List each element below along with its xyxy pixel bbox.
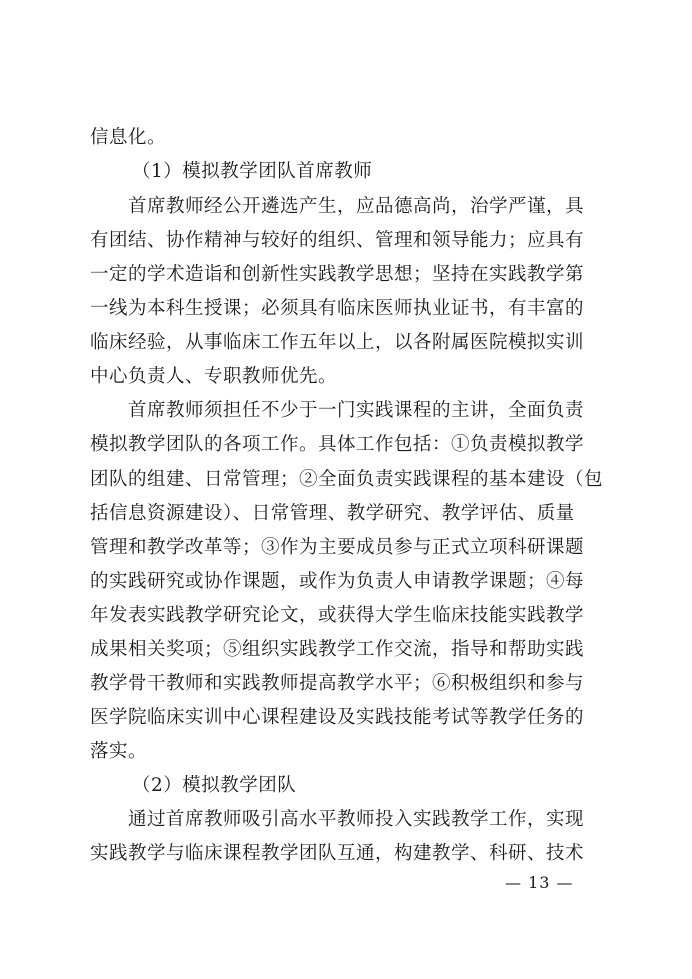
- text-line: 管理和教学改革等；③作为主要成员参与正式立项科研课题: [90, 537, 585, 558]
- text-line: 的实践研究或协作课题，或作为负责人申请教学课题；④每: [90, 571, 585, 592]
- text-line: 一线为本科生授课；必须具有临床医师执业证书，有丰富的: [90, 298, 585, 319]
- text-line: 落实。: [90, 741, 148, 762]
- text-line: 医学院临床实训中心课程建设及实践技能考试等教学任务的: [90, 707, 585, 728]
- text-line: 团队的组建、日常管理；②全面负责实践课程的基本建设（包: [90, 469, 604, 490]
- text-line: 通过首席教师吸引高水平教师投入实践教学工作，实现: [128, 809, 585, 830]
- text-line: 中心负责人、专职教师优先。: [90, 366, 338, 387]
- text-line: 一定的学术造诣和创新性实践教学思想；坚持在实践教学第: [90, 264, 585, 285]
- section-heading: （2）模拟教学团队: [132, 775, 297, 796]
- section-heading: （1）模拟教学团队首席教师: [132, 161, 373, 182]
- text-line: 信息化。: [90, 127, 167, 148]
- text-line: 模拟教学团队的各项工作。具体工作包括：①负责模拟教学: [90, 434, 585, 455]
- text-line: 实践教学与临床课程教学团队互通，构建教学、科研、技术: [90, 843, 585, 864]
- text-line: 年发表实践教学研究论文，或获得大学生临床技能实践教学: [90, 605, 585, 626]
- page-number: — 13 —: [505, 873, 574, 892]
- text-line: 括信息资源建设）、日常管理、教学研究、教学评估、质量: [90, 503, 575, 524]
- text-line: 成果相关奖项；⑤组织实践教学工作交流，指导和帮助实践: [90, 639, 585, 660]
- text-line: 首席教师须担任不少于一门实践课程的主讲，全面负责: [128, 400, 585, 421]
- text-line: 有团结、协作精神与较好的组织、管理和领导能力；应具有: [90, 230, 585, 251]
- text-line: 教学骨干教师和实践教师提高教学水平；⑥积极组织和参与: [90, 673, 585, 694]
- text-line: 临床经验，从事临床工作五年以上，以各附属医院模拟实训: [90, 332, 585, 353]
- text-line: 首席教师经公开遴选产生，应品德高尚，治学严谨，具: [128, 196, 585, 217]
